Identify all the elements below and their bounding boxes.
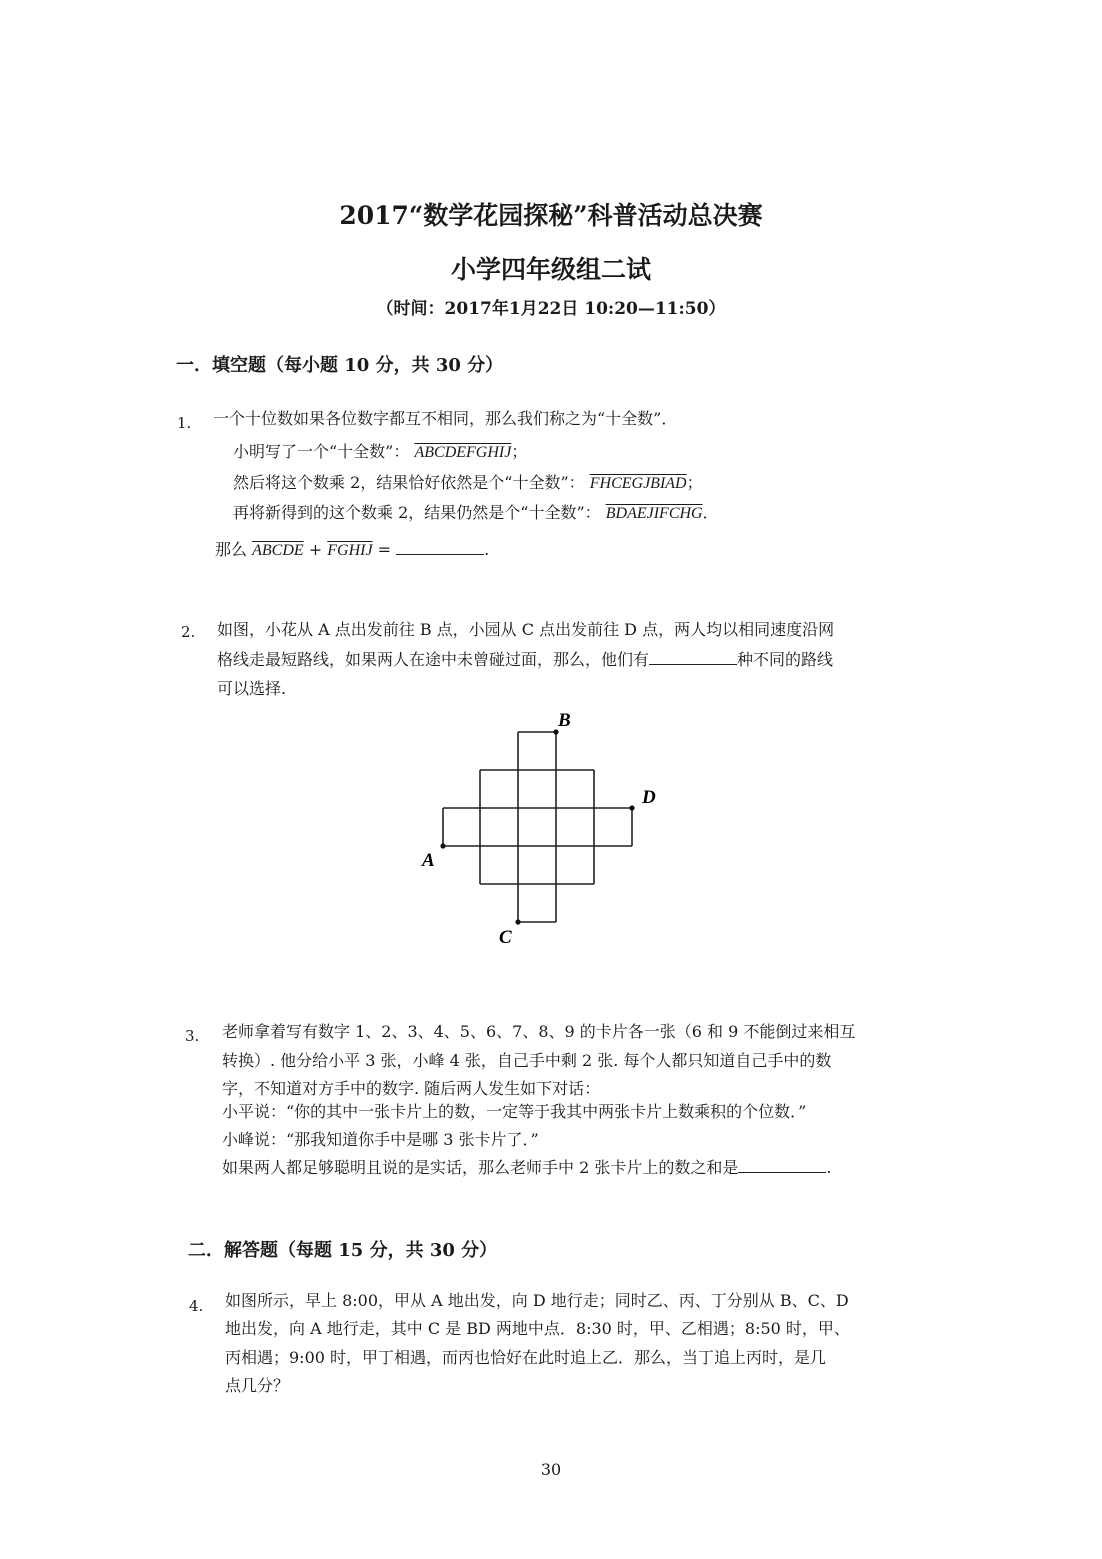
q3-line6: [222, 1155, 831, 1178]
q1-line4-suffix: ．: [702, 503, 719, 522]
q2-answer-blank[interactable]: [649, 650, 737, 665]
q1-line5-end: .: [484, 540, 490, 559]
q1-number-abcdefghij: ABCDEFGHIJ: [414, 444, 512, 461]
q1-line5: [215, 537, 489, 560]
q1-line4: [233, 500, 719, 523]
q2-line2: [217, 647, 833, 670]
q4-line2: 地出发，向 A 地行走，其中 C 是 BD 两地中点．8:30 时，甲、乙相遇；8:50 时，甲、: [225, 1319, 850, 1338]
q1-plus-sign: +: [308, 540, 323, 559]
q3-number: 3.: [185, 1027, 200, 1045]
q4-line3: 丙相遇；9:00 时，甲丁相遇，而丙也恰好在此时追上乙．那么，当丁追上丙时，是几: [225, 1348, 827, 1367]
point-a-dot: [440, 843, 445, 848]
q1-number-abcde: ABCDE: [252, 542, 304, 559]
q1-line3-text: 然后将这个数乘 2，结果恰好依然是个“十全数”：: [233, 473, 585, 492]
point-a-label: A: [422, 850, 435, 871]
q3-line4: 小平说：“你的其中一张卡片上的数，一定等于我其中两张卡片上数乘积的个位数．”: [222, 1102, 807, 1121]
q3-line6-text: 如果两人都足够聪明且说的是实话，那么老师手中 2 张卡片上的数之和是: [222, 1158, 739, 1177]
point-d-dot: [629, 805, 634, 810]
q3-line3: 字，不知道对方手中的数字. 随后两人发生如下对话：: [222, 1079, 601, 1098]
exam-title: 2017“数学花园探秘”科普活动总决赛: [339, 201, 763, 230]
q2-line2-text-b: 种不同的路线: [737, 650, 834, 669]
q2-grid-figure: [400, 700, 700, 960]
q1-number-bdaejifchg: BDAEJIFCHG: [605, 505, 703, 522]
q1-line5-text: 那么: [215, 540, 248, 559]
q4-line4: 点几分？: [225, 1376, 290, 1395]
q2-number: 2.: [181, 623, 196, 641]
q3-line1: 老师拿着写有数字 1、2、3、4、5、6、7、8、9 的卡片各一张（6 和 9 不能倒过来相互: [222, 1022, 856, 1041]
exam-time: （时间：2017年1月22日 10:20—11:50）: [376, 299, 726, 319]
q1-line4-text: 再将新得到的这个数乘 2，结果仍然是个“十全数”：: [233, 503, 601, 522]
q1-line2-suffix: ；: [511, 442, 528, 461]
q1-answer-blank[interactable]: [396, 540, 484, 555]
q1-line1: 一个十位数如果各位数字都互不相同，那么我们称之为“十全数”．: [213, 409, 678, 428]
point-b-label: B: [558, 710, 571, 731]
q1-line2: [233, 439, 527, 462]
q1-number: 1.: [177, 414, 192, 432]
q2-line2-text-a: 格线走最短路线，如果两人在途中未曾碰过面，那么，他们有: [217, 650, 650, 669]
q2-grid-lines: [443, 732, 632, 922]
q1-line3-suffix: ；: [686, 473, 703, 492]
point-c-label: C: [499, 927, 512, 948]
point-d-label: D: [642, 787, 656, 808]
section2-heading: 二．解答题（每题 15 分，共 30 分）: [188, 1240, 498, 1261]
point-c-dot: [515, 919, 520, 924]
q1-number-fghij: FGHIJ: [327, 542, 373, 559]
q2-line1: 如图，小花从 A 点出发前往 B 点，小园从 C 点出发前往 D 点，两人均以相同速度沿网: [217, 620, 835, 639]
q3-line5: 小峰说：“那我知道你手中是哪 3 张卡片了．”: [222, 1130, 539, 1149]
exam-subtitle: 小学四年级组二试: [450, 255, 651, 284]
page-number: 30: [540, 1460, 562, 1479]
q1-line3: [233, 470, 703, 493]
q4-line1: 如图所示，早上 8:00，甲从 A 地出发，向 D 地行走；同时乙、丙、丁分别从 B、C、D: [225, 1291, 849, 1310]
q4-number: 4.: [189, 1297, 204, 1315]
q2-line3: 可以选择.: [217, 679, 287, 698]
q1-line2-text: 小明写了一个“十全数”：: [233, 442, 410, 461]
q1-number-fhcegjbiad: FHCEGJBIAD: [589, 475, 687, 492]
q3-line6-end: .: [826, 1158, 832, 1177]
q3-line2: 转换）. 他分给小平 3 张，小峰 4 张，自己手中剩 2 张. 每个人都只知道自己手中的数: [222, 1051, 832, 1070]
section1-heading: 一．填空题（每小题 10 分，共 30 分）: [176, 355, 504, 376]
q3-answer-blank[interactable]: [738, 1158, 826, 1173]
q1-equals-sign: =: [377, 540, 392, 559]
